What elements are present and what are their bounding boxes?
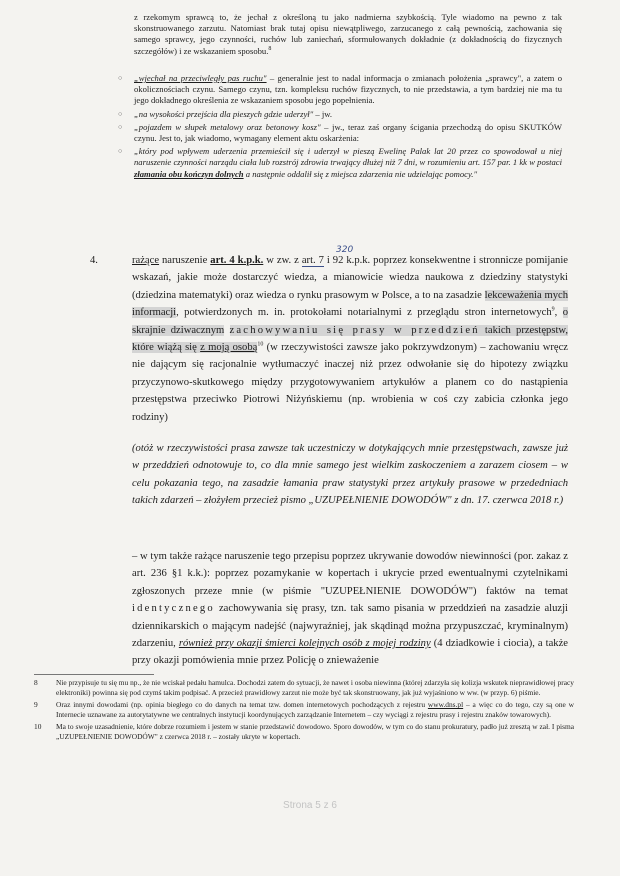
footnotes: [34, 678, 574, 745]
footnote-link[interactable]: www.dns.pl: [427, 700, 464, 710]
text-span: rażące: [132, 255, 160, 266]
text-span: (w rzeczywistości zawsze jako pokrzywdzonym) – zachowaniu wręcz nie dającym się racjonalnie wytłumaczyć inaczej niż przez odwołanie się do hipotezy związku przyczynowo-skutkowego między przygotowywaniem artykułów a planem co do nastąpienia przestępstwa przeciwko Piotrowi Niżyńskiemu (np. wrobienia w coś czy zabicia członka jego rodziny): [132, 342, 568, 423]
bullet-quote: „który pod wpływem uderzenia przemieścił się i uderzył w pieszą Ewelinę Palak lat 20 przez co spowodował u niej naruszenie czynności narządu ciała lub rozstrój zdrowia trwający dłużej niż 7 dni, w rozumieniu art. 157 par. 1 kk w postaci: [134, 146, 562, 168]
footnote-number: 8: [34, 678, 38, 687]
section-paragraph-1: [132, 252, 568, 426]
bullet-circle-icon: ○: [118, 74, 123, 82]
bullet-item: [116, 122, 562, 144]
continuation-text: z rzekomym sprawcą to, że jechał z określoną tu jako nadmierna szybkością. Tyle wiadomo na pewno z tak skonstruowanego zarzutu. Natomiast brak tutaj opisu niewątpliwego, zarzucanego z całą pewnością, zachowania się samego sprawcy, jego czynności, ruchów lub zaniechań, sformułowanych dokładnie (z dokładnością do fizycznych szczegółów) i ze wskazaniem sposobu.: [134, 12, 562, 56]
highlighted-text: z moją osobą: [200, 342, 258, 354]
bullet-circle-icon: ○: [118, 147, 123, 156]
bullet-text: – jw.: [313, 108, 333, 119]
bullet-circle-icon: ○: [118, 122, 123, 131]
highlighted-text: takich przestępstw, które wiążą się: [132, 324, 568, 354]
footnote-text: – a więc co do tego, czy są one w Internecie uznawane za autorytatywne we centralnych instytucji koordynujących zarządzanie Internetem – czy wyciągi z rejestru prasy i rejestru znaków towarowych).: [56, 700, 574, 719]
text-span: (4 dziadkowie i ciocia), a także przy okazji pomówienia mnie przez Policję o znieważenie: [132, 638, 568, 667]
footnote-number: 9: [34, 700, 38, 710]
page-number: Strona 5 z 6: [283, 800, 337, 811]
footnote-9: [34, 700, 574, 719]
footnote-ref-8: 8: [268, 45, 272, 52]
section-paragraph-2: (otóż w rzeczywistości prasa zawsze tak uczestniczy w dotykających mnie przestępstwach, zawsze już w przeddzień odnotowuje to, co dla mnie samego jest wielkim zaskoczeniem a zarazem ciosem – w celu pokazania tego, na zasadzie łamania praw statystyki przez artykuły prasowe w przededniach takich zdarzeń – złożyłem przecież pismo „UZUPEŁNIENIE DOWODÓW" z dn. 17. czerwca 2018 r.): [132, 443, 568, 507]
bullet-item: [116, 146, 562, 180]
footnote-ref-10: 10: [257, 341, 264, 348]
text-span: naruszenie: [159, 255, 211, 266]
bullet-quote: „na wysokości przejścia dla pieszych gdzie uderzył": [134, 108, 314, 119]
footnote-8: [34, 678, 574, 697]
text-span: zachowywania się prasy, tzn. tak samo pisania w przeddzień na zasadzie aluzji dziennikarskich o mającym nadejść (najwyraźniej, jak skądinąd można przypuszczać, kryminalnym) zdarzeniu,: [132, 603, 568, 650]
bullet-quote: „wjechał na przeciwległy pas ruchu": [134, 73, 267, 83]
text-span: w zw. z: [263, 255, 302, 266]
text-span: ,: [554, 307, 563, 319]
continuation-paragraph: [134, 12, 562, 57]
footnote-text: Oraz innymi dowodami (np. opinia biegłego co do danych na temat tzw. domen internetowych pochodzących z rejestru: [56, 700, 428, 710]
highlighted-text: o skrajnie dziwacznym: [132, 307, 568, 336]
bullet-quote: a następnie oddalił się z miejsca zdarzenia nie udzielając pomocy.": [243, 168, 478, 179]
bullet-quote-emphasis: złamania obu kończyn dolnych: [134, 168, 244, 179]
footnote-text: Nie przypisuje tu się mu np., że nie wciskał pedału hamulca. Dochodzi zatem do sytuacji, że nawet i osoba niewinna (której zdarzyła się kolizja wskutek nieprawidłowej pracy elektroniki) powinna się pod czymś takim podpisać. A przecież prawidłowy zarzut nie może być tak skonstruowany, jak już wyjaśniono w ww. (w przyp. 6) piśmie.: [56, 678, 574, 697]
bullet-item: [116, 109, 562, 120]
footnote-ref-9: 9: [551, 306, 555, 313]
section-number: 4.: [90, 255, 98, 266]
section-paragraph-3: [132, 548, 568, 670]
bullet-item: [116, 73, 562, 107]
spaced-text: identycznego: [132, 603, 215, 615]
highlighted-text: lekceważenia mych informacji: [132, 289, 568, 319]
bullet-text: – jw., teraz zaś organy ścigania przechodzą do opisu SKUTKÓW czynu. Jest to, jak wiadomo, wymagany element aktu oskarżenia:: [134, 121, 562, 144]
text-span: , potwierdzonych m. in. protokołami notarialnymi z przeglądu stron internetowych: [176, 307, 552, 319]
footnote-10: [34, 722, 574, 741]
text-span: – w tym także rażące naruszenie tego przepisu poprzez ukrywanie dowodów niewinności (por. zakaz z art. 236 §1 k.k.): poprzez pozamykanie w kopertach i ukrycie przed ewentualnymi czytelnikami zgłoszonych przeze mnie (w piśmie "UZUPEŁNIENIE DOWODÓW") faktów na temat: [132, 551, 568, 597]
underlined-text: również przy okazji śmierci kolejnych osób z mojej rodziny: [178, 638, 431, 650]
footnote-text: Ma to swoje uzasadnienie, które dobrze rozumiem i jestem w stanie przedstawić dowodowo. Sporo dowodów, w tym co do stanu prokuratury, padło już zresztą w zał. I pisma „UZUPEŁNIENIE DOWODÓW" z czerwca 2018 r. – zostały ukryte w kopertach.: [56, 722, 574, 741]
bullet-circle-icon: ○: [118, 109, 123, 118]
cited-article: art. 4 k.p.k.: [210, 255, 264, 266]
footnote-divider: [34, 674, 154, 675]
bullet-quote: „pojazdem w słupek metalowy oraz betonowy kosz": [134, 121, 321, 132]
bullet-list: [116, 73, 562, 182]
footnote-number: 10: [34, 722, 42, 732]
bullet-text: – generalnie jest to nadal informacja o zmianach położenia „sprawcy", a zatem o okolicznościach czynu. Samego czynu, tzn. kompleksu ruchów fizycznych, to nie przedstawia, a tym bardziej nie ma tu jego dokładnego określenia ze wskazaniem sposobu jego popełnienia.: [134, 73, 562, 106]
highlighted-text: zachowywaniu się prasy w przeddzień: [229, 324, 480, 336]
handwritten-note: 320: [336, 245, 354, 255]
cited-article: art. 7: [301, 255, 324, 266]
text-span: i 92 k.p.k. poprzez konsekwentne i stronnicze pomijanie wskazań, jakie może dostarczyć wiedza, a mianowicie wiedza naukowa z dziedziny statystyki (dziedzina matematyki) oraz wiedza o rynku prasowym w Polsce, a to na zasadzie: [132, 255, 569, 301]
